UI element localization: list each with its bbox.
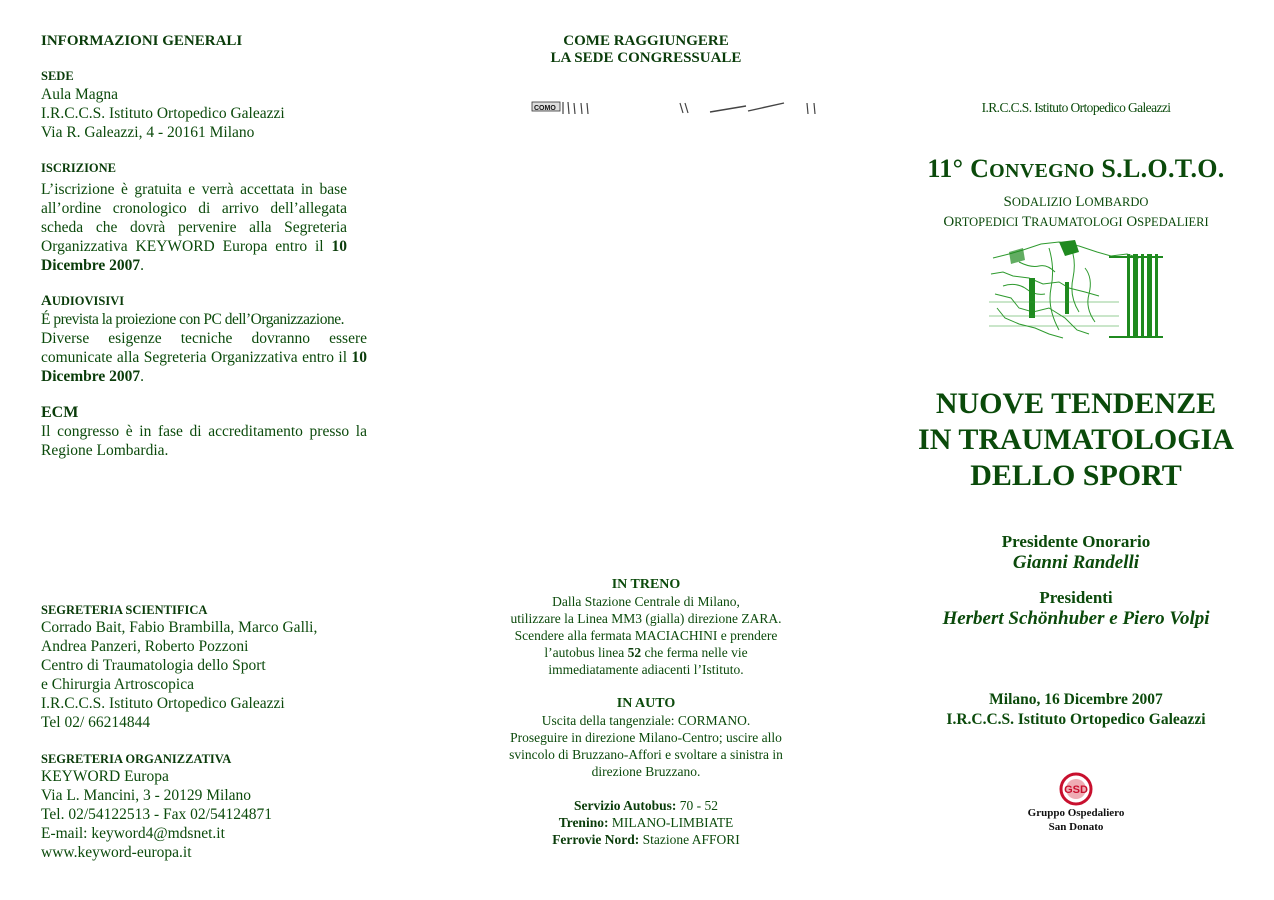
segr-sci-line: Corrado Bait, Fabio Brambilla, Marco Galli, xyxy=(41,619,318,636)
sodal-rest: ODALIZIO xyxy=(1011,195,1072,209)
segr-sci-line: Andrea Panzeri, Roberto Pozzoni xyxy=(41,638,249,655)
conv-num: 11° C xyxy=(927,154,990,183)
treno-title: IN TRENO xyxy=(611,577,681,592)
audiovisivi-line1: É prevista la proiezione con PC dell’Organizzazione. xyxy=(41,311,344,328)
info-title: INFORMAZIONI GENERALI xyxy=(41,33,243,49)
iscrizione-title: ISCRIZIONE xyxy=(41,161,117,175)
auto-line: Proseguire in direzione Milano-Centro; uscire allo xyxy=(510,730,782,745)
gso-logo-icon xyxy=(1057,772,1095,806)
auto-line: Uscita della tangenziale: CORMANO. xyxy=(541,713,751,728)
sede-line: Via R. Galeazzi, 4 - 20161 Milano xyxy=(41,124,255,141)
audiovisivi-date: 10 Dicembre 2007 xyxy=(41,349,367,385)
iscrizione-text: L’iscrizione è gratuita e verrà accettata in base all’ordine cronologico di arrivo dell’allegata scheda che dovrà pervenire alla Segreteria Organizzativa KEYWORD Europa entro il 10 Dicembre 2007. xyxy=(41,181,348,274)
treno-line: Dalla Stazione Centrale di Milano, xyxy=(552,594,740,609)
main-title xyxy=(910,386,1242,494)
trenino-value: MILANO-LIMBIATE xyxy=(611,815,734,830)
treno-bus-post: che ferma nelle vie xyxy=(644,645,748,660)
map-fragment-right xyxy=(680,103,815,114)
how-to-reach-title xyxy=(488,33,804,67)
sede-line: I.R.C.C.S. Istituto Ortopedico Galeazzi xyxy=(41,105,285,122)
ecm-text: Il congresso è in fase di accreditamento presso la Regione Lombardia. xyxy=(41,423,367,459)
iscrizione-body: L’iscrizione è gratuita e verrà accettata in base all’ordine cronologico di arrivo dell’allegata scheda che dovrà pervenire alla Segreteria Organizzativa KEYWORD Europa entro il xyxy=(41,181,347,255)
trenino xyxy=(488,814,804,831)
bus-value: 70 - 52 xyxy=(679,798,718,813)
sodal-rest: RTOPEDICI xyxy=(954,215,1019,229)
segr-sci-line: I.R.C.C.S. Istituto Ortopedico Galeazzi xyxy=(41,695,285,712)
venue: I.R.C.C.S. Istituto Ortopedico Galeazzi xyxy=(946,711,1206,728)
treno-bus-pre: l’autobus linea xyxy=(544,645,625,660)
sloto-map-icon xyxy=(989,238,1163,342)
audiovisivi-title xyxy=(41,293,367,310)
treno-bus-line xyxy=(488,644,804,661)
gso-name-line1: Gruppo Ospedaliero xyxy=(1027,807,1125,819)
segr-sci-line: e Chirurgia Artroscopica xyxy=(41,676,194,693)
auto-line: direzione Bruzzano. xyxy=(591,764,701,779)
main-title-line1: NUOVE TENDENZE xyxy=(935,387,1217,420)
sodal-cap: L xyxy=(1075,194,1085,210)
directions xyxy=(488,576,804,848)
how-title-line1: COME RAGGIUNGERE xyxy=(563,33,729,49)
presidente-onorario-label: Presidente Onorario xyxy=(1001,532,1151,551)
map-image xyxy=(528,98,828,118)
sodal-cap: T xyxy=(1021,214,1032,230)
segr-org-title: SEGRETERIA ORGANIZZATIVA xyxy=(41,752,232,766)
right-column xyxy=(910,100,1242,834)
treno-line: Scendere alla fermata MACIACHINI e prendere xyxy=(514,628,778,643)
treno-line: utilizzare la Linea MM3 (gialla) direzione ZARA. xyxy=(510,611,782,626)
iscrizione-date: 10 Dicembre 2007 xyxy=(41,238,348,274)
gso-logo xyxy=(910,772,1242,806)
middle-column xyxy=(488,33,804,67)
audiovisivi-body: Diverse esigenze tecniche dovranno essere comunicate alla Segreteria Organizzativa entro il xyxy=(41,330,367,366)
date-place: Milano, 16 Dicembre 2007 xyxy=(989,691,1163,708)
sede-title: SEDE xyxy=(41,69,74,83)
sodal-rest: RAUMATOLOGI xyxy=(1031,215,1123,229)
conv-acr: S.L.O.T.O. xyxy=(1101,154,1225,183)
conv-rest: ONVEGNO xyxy=(989,160,1095,182)
map-fragment-left xyxy=(532,102,588,114)
segr-org-line: KEYWORD Europa xyxy=(41,768,169,785)
segr-sci-title: SEGRETERIA SCIENTIFICA xyxy=(41,603,208,617)
main-title-line2: IN TRAUMATOLOGIA xyxy=(918,423,1234,456)
audiovisivi-rest: UDIOVISIVI xyxy=(51,294,125,308)
convegno-title xyxy=(910,154,1242,184)
left-column xyxy=(41,33,367,460)
institute-header: I.R.C.C.S. Istituto Ortopedico Galeazzi xyxy=(981,100,1171,115)
segr-org-line: Tel. 02/54122513 - Fax 02/54124871 xyxy=(41,806,272,823)
audiovisivi-text: Diverse esigenze tecniche dovranno essere comunicate alla Segreteria Organizzativa entro il 10 Dicembre 2007. xyxy=(41,330,367,385)
sodalizio xyxy=(910,192,1242,232)
presidenti-label: Presidenti xyxy=(1039,588,1113,607)
segr-org-line: www.keyword-europa.it xyxy=(41,844,192,861)
fn-label: Ferrovie Nord: xyxy=(552,832,640,847)
segr-org-line: Via L. Mancini, 3 - 20129 Milano xyxy=(41,787,252,804)
sodal-cap: O xyxy=(943,214,955,230)
ecm-title: ECM xyxy=(41,404,79,421)
sodal-line2 xyxy=(910,212,1242,232)
treno-bus-num: 52 xyxy=(627,645,642,660)
auto-line: svincolo di Bruzzano-Affori e svoltare a sinistra in xyxy=(509,747,783,762)
bus-label: Servizio Autobus: xyxy=(573,798,677,813)
trenino-label: Trenino: xyxy=(558,815,609,830)
segr-sci-line: Centro di Traumatologia dello Sport xyxy=(41,657,266,674)
main-title-line3: DELLO SPORT xyxy=(970,459,1182,492)
gso-name-line2: San Donato xyxy=(1048,821,1104,833)
ferrovie-nord xyxy=(488,831,804,848)
sede-line: Aula Magna xyxy=(41,86,119,103)
sloto-logo xyxy=(989,238,1163,342)
auto-title: IN AUTO xyxy=(616,696,676,711)
segr-org-line: E-mail: keyword4@mdsnet.it xyxy=(41,825,225,842)
audiovisivi-cap: A xyxy=(41,293,52,309)
gso-logo-text: GSD xyxy=(1064,784,1088,796)
how-title-line2: LA SEDE CONGRESSUALE xyxy=(550,50,742,66)
presidente-onorario-name: Gianni Randelli xyxy=(1012,552,1140,573)
sodal-rest: SPEDALIERI xyxy=(1137,215,1209,229)
treno-line: immediatamente adiacenti l’Istituto. xyxy=(548,662,744,677)
left-bottom xyxy=(41,603,381,862)
sodal-cap: O xyxy=(1126,214,1138,230)
bus-service xyxy=(488,797,804,814)
sodal-cap: S xyxy=(1003,194,1012,210)
sodal-line1 xyxy=(910,192,1242,212)
map-label-como: COMO xyxy=(534,105,556,112)
segr-sci-line: Tel 02/ 66214844 xyxy=(41,714,151,731)
sodal-rest: OMBARDO xyxy=(1084,195,1149,209)
fn-value: Stazione AFFORI xyxy=(642,832,740,847)
presidenti-names: Herbert Schönhuber e Piero Volpi xyxy=(942,608,1210,629)
